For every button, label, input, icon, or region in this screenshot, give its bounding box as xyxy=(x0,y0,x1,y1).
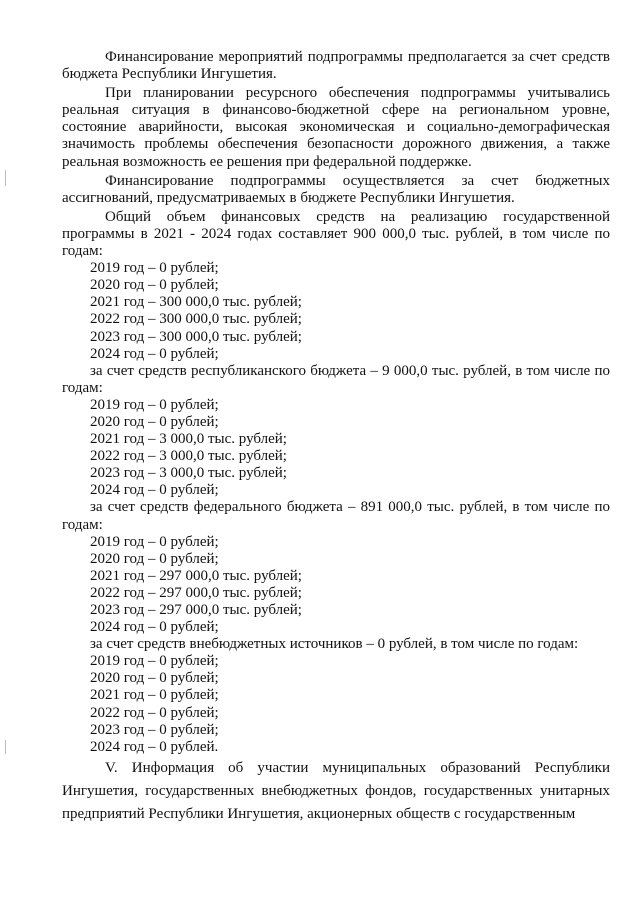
margin-mark xyxy=(5,740,6,754)
list-item: 2022 год – 0 рублей; xyxy=(90,704,219,721)
list-item: 2021 год – 297 000,0 тыс. рублей; xyxy=(90,567,302,584)
list-item: 2022 год – 3 000,0 тыс. рублей; xyxy=(90,448,287,465)
list-item: 2021 год – 3 000,0 тыс. рублей; xyxy=(90,431,287,448)
list-item: 2024 год – 0 рублей; xyxy=(90,345,219,362)
paragraph-funding-source: Финансирование мероприятий подпрограммы предполагается за счет средств бюджета Республики Ингушетия. xyxy=(62,49,610,83)
total-years-list xyxy=(62,260,610,363)
list-item: 2019 год – 0 рублей; xyxy=(90,533,219,550)
republic-budget-intro: за счет средств республиканского бюджета – 9 000,0 тыс. рублей, в том числе по годам: xyxy=(62,362,610,396)
extrabudget-intro: за счет средств внебюджетных источников – 0 рублей, в том числе по годам: xyxy=(90,636,579,653)
federal-budget-intro: за счет средств федерального бюджета – 891 000,0 тыс. рублей, в том числе по годам: xyxy=(62,499,610,533)
margin-mark xyxy=(5,170,6,186)
list-item: 2021 год – 0 рублей; xyxy=(90,687,219,704)
list-item: 2020 год – 0 рублей; xyxy=(90,413,219,430)
list-item: 2024 год – 0 рублей; xyxy=(90,482,219,499)
list-item: 2023 год – 300 000,0 тыс. рублей; xyxy=(90,328,302,345)
list-item: 2019 год – 0 рублей; xyxy=(90,396,219,413)
list-item: 2022 год – 297 000,0 тыс. рублей; xyxy=(90,584,302,601)
list-item: 2023 год – 0 рублей; xyxy=(90,721,219,738)
list-item: 2024 год – 0 рублей; xyxy=(90,619,219,636)
list-item: 2019 год – 0 рублей; xyxy=(90,260,219,277)
paragraph-total-volume: Общий объем финансовых средств на реализацию государственной программы в 2021 - 2024 годах составляет 900 000,0 тыс. рублей, в том числе по годам: xyxy=(62,208,610,260)
section-heading: V. Информация об участии муниципальных образований Республики Ингушетия, государственных внебюджетных фондов, государственных унитарных предприятий Республики Ингушетия, акционерных обществ с государственным xyxy=(62,759,610,822)
list-item: 2021 год – 300 000,0 тыс. рублей; xyxy=(90,294,302,311)
paragraph-planning: При планировании ресурсного обеспечения подпрограммы учитывались реальная ситуация в финансово-бюджетной сфере на региональном уровне, состояние аварийности, высокая экономическая и социально-демографическая значимость проблемы обеспечения безопасности дорожного движения, а также реальная возможность ее решения при федеральной поддержке. xyxy=(62,85,610,170)
list-item: 2020 год – 0 рублей; xyxy=(90,277,219,294)
federal-years-list xyxy=(62,534,610,637)
extrabudget-years-list xyxy=(62,653,610,756)
list-item: 2023 год – 3 000,0 тыс. рублей; xyxy=(90,465,287,482)
paragraph-allocations: Финансирование подпрограммы осуществляется за счет бюджетных ассигнований, предусматриваемых в бюджете Республики Ингушетия. xyxy=(62,172,610,206)
list-item: 2020 год – 0 рублей; xyxy=(90,670,219,687)
list-item: 2022 год – 300 000,0 тыс. рублей; xyxy=(90,311,302,328)
document-page xyxy=(62,49,610,826)
list-item: 2023 год – 297 000,0 тыс. рублей; xyxy=(90,602,302,618)
republic-years-list xyxy=(62,397,610,500)
list-item: 2019 год – 0 рублей; xyxy=(90,653,219,670)
list-item: 2024 год – 0 рублей. xyxy=(90,738,219,755)
list-item: 2020 год – 0 рублей; xyxy=(90,550,219,567)
